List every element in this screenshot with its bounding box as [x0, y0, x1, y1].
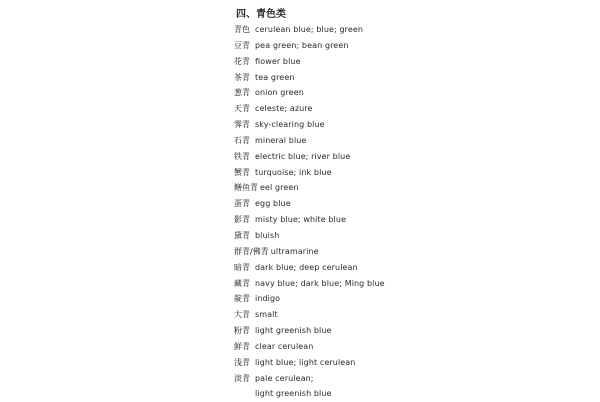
list-item	[234, 117, 564, 133]
list-item	[234, 70, 564, 86]
english-gloss: navy blue; dark blue; Ming blue	[255, 278, 385, 288]
english-gloss: eel green	[260, 183, 299, 193]
english-gloss: misty blue; white blue	[255, 215, 347, 225]
list-item	[234, 355, 564, 371]
english-gloss: pale cerulean;	[255, 373, 314, 383]
list-item	[234, 165, 564, 181]
color-term-list	[234, 22, 564, 402]
chinese-term: 葱青	[234, 88, 250, 98]
english-gloss: smalt	[255, 310, 278, 320]
chinese-term: 靛青	[234, 294, 250, 304]
list-item	[234, 180, 564, 196]
english-gloss: flower blue	[255, 56, 301, 66]
list-item	[234, 133, 564, 149]
list-item	[234, 244, 564, 260]
chinese-term: 天青	[234, 104, 250, 114]
english-gloss: clear cerulean	[255, 341, 314, 351]
chinese-term: 豆青	[234, 40, 250, 50]
list-item	[234, 228, 564, 244]
list-item	[234, 196, 564, 212]
list-item	[234, 291, 564, 307]
chinese-term: 霁青	[234, 120, 250, 130]
chinese-term: 大青	[234, 310, 250, 320]
english-gloss: sky-clearing blue	[255, 120, 325, 130]
english-gloss: onion green	[255, 88, 304, 98]
chinese-term: 茶青	[234, 72, 250, 82]
list-item	[234, 212, 564, 228]
chinese-term: 影青	[234, 215, 250, 225]
english-gloss: light greenish blue	[255, 326, 332, 336]
english-gloss: pea green; bean green	[255, 40, 349, 50]
english-gloss: turquoise; ink blue	[255, 167, 332, 177]
list-item	[234, 38, 564, 54]
chinese-term: 青色	[234, 25, 250, 34]
chinese-term: 鳝鱼青	[234, 183, 258, 193]
list-item	[234, 323, 564, 339]
chinese-term: 石青	[234, 135, 250, 145]
chinese-term: 暗青	[234, 262, 250, 272]
chinese-term: 铁青	[234, 151, 250, 161]
list-item	[234, 339, 564, 355]
chinese-term: 淡青	[234, 373, 250, 383]
english-gloss: mineral blue	[255, 135, 307, 145]
english-gloss: cerulean blue; blue; green	[255, 25, 364, 34]
list-item	[234, 260, 564, 276]
english-gloss: tea green	[255, 72, 295, 82]
chinese-term: 浅青	[234, 357, 250, 367]
section-title: 四、青色类	[236, 9, 286, 20]
chinese-term: 花青	[234, 56, 250, 66]
list-item	[234, 101, 564, 117]
chinese-term: 藏青	[234, 278, 250, 288]
list-item	[234, 22, 564, 38]
english-gloss: light blue; light cerulean	[255, 357, 356, 367]
english-gloss: electric blue; river blue	[255, 151, 351, 161]
chinese-term: 蛋青	[234, 199, 250, 209]
chinese-term: 鲜青	[234, 341, 250, 351]
english-gloss: indigo	[255, 294, 281, 304]
list-item	[234, 371, 564, 387]
chinese-term: 粉青	[234, 326, 250, 336]
english-gloss: bluish	[255, 230, 280, 240]
english-gloss: light greenish blue	[255, 389, 332, 399]
english-gloss: celeste; azure	[255, 104, 313, 114]
list-item	[234, 307, 564, 323]
english-gloss: egg blue	[255, 199, 291, 209]
chinese-term: 群青/佛青	[234, 246, 269, 256]
list-item	[234, 149, 564, 165]
english-gloss: dark blue; deep cerulean	[255, 262, 358, 272]
chinese-term: 蟹青	[234, 167, 250, 177]
chinese-term: 黛青	[234, 230, 250, 240]
list-item	[234, 54, 564, 70]
list-item	[234, 85, 564, 101]
english-gloss: ultramarine	[270, 246, 319, 256]
list-item	[234, 276, 564, 292]
